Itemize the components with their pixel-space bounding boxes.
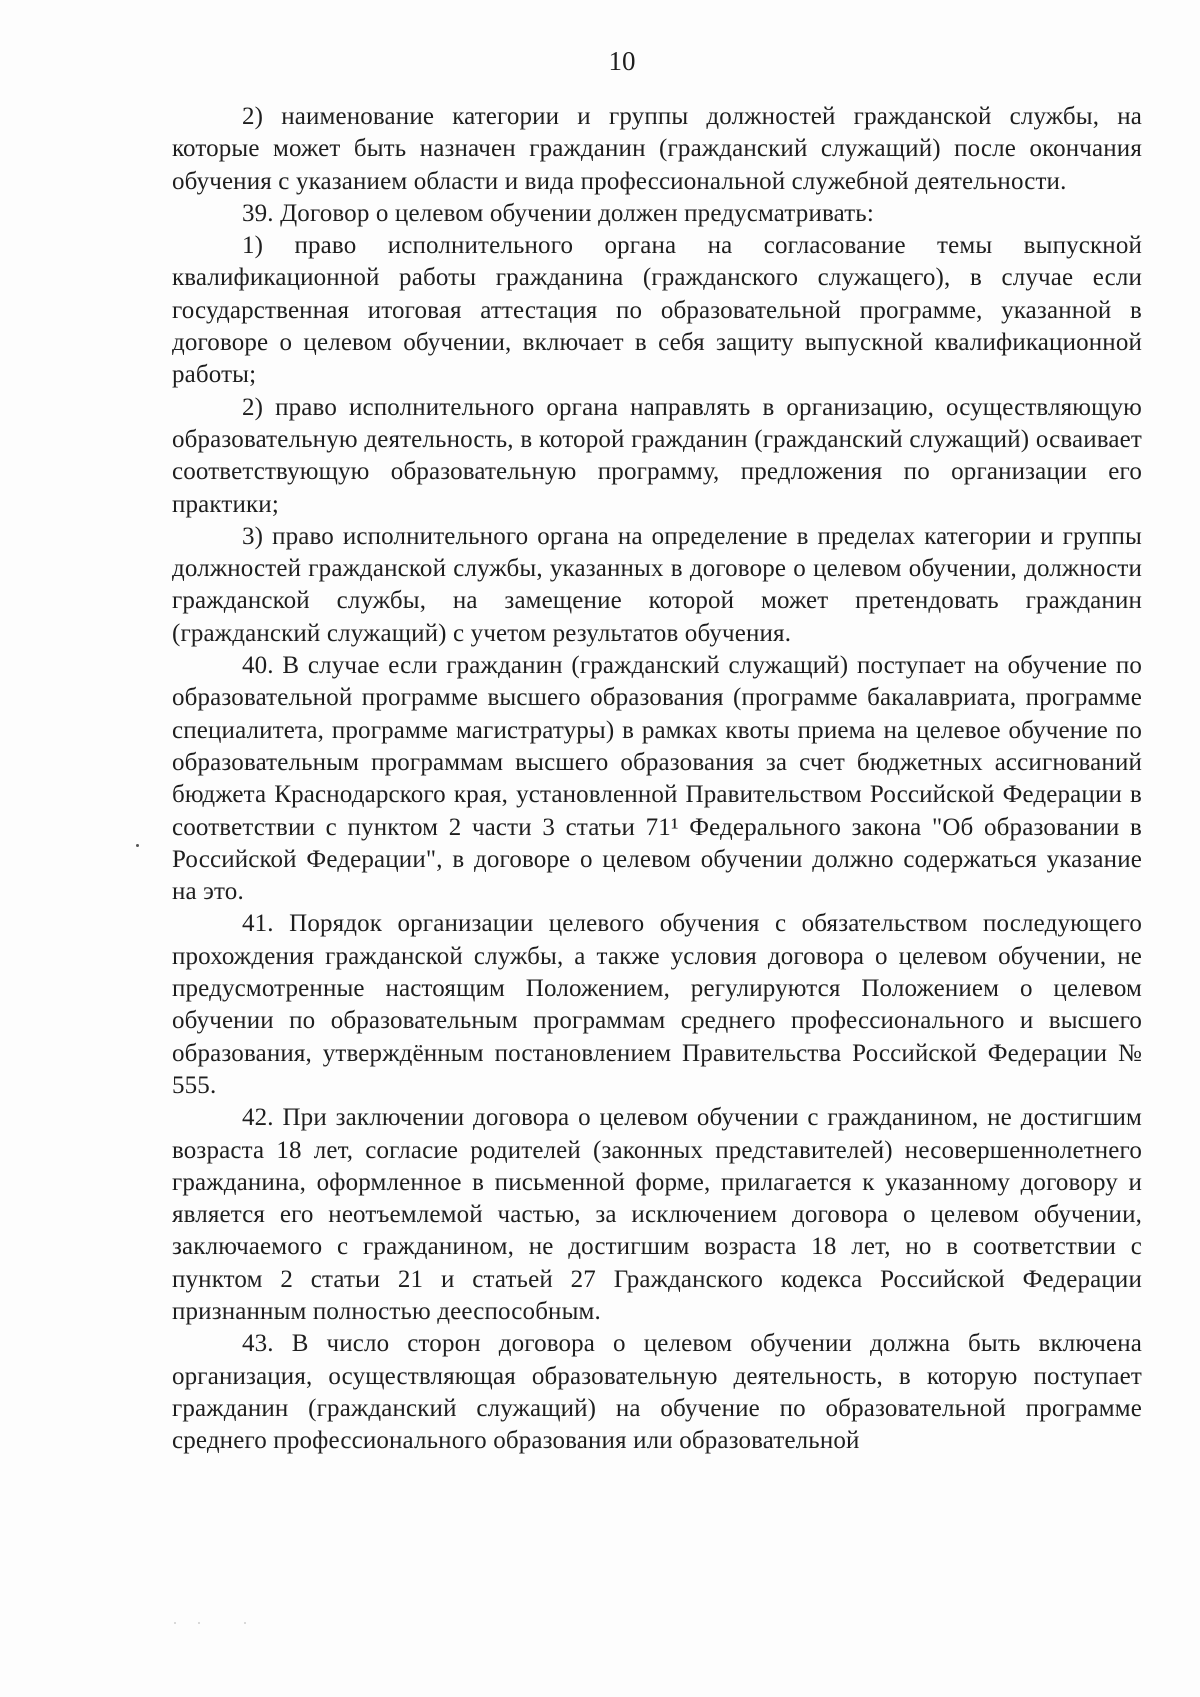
paragraph-42: 42. При заключении договора о целевом обучении с гражданином, не достигшим возраста 18 лет, согласие родителей (законных представителей) несовершеннолетнего гражданина, оформленное в письменной форме, прилагается к указанному договору и является его неотъемлемой частью, за исключением договора о целевом обучении, заключаемого с гражданином, не достигшим возраста 18 лет, но в соответствии с пунктом 2 статьи 21 и статьей 27 Гражданского кодекса Российской Федерации признанным полностью дееспособным. xyxy=(172,1104,1142,1325)
paragraph-item-2-category: 2) наименование категории и группы должностей гражданской службы, на которые может быть назначен гражданин (гражданский служащий) после окончания обучения с указанием области и вида профессиональной служебной деятельности. xyxy=(172,103,1142,195)
paragraph-39-item-1: 1) право исполнительного органа на согласование темы выпускной квалификационной работы гражданина (гражданского служащего), в случае если государственная итоговая аттестация по образовательной программе, указанной в договоре о целевом обучении, включает в себя защиту выпускной квалификационной работы; xyxy=(172,232,1142,389)
paragraph-41: 41. Порядок организации целевого обучения с обязательством последующего прохождения гражданской службы, а также условия договора о целевом обучении, не предусмотренные настоящим Положением, регулируются Положением о целевом обучении по образовательным программам среднего профессионального и высшего образования, утверждённым постановлением Правительства Российской Федерации № 555. xyxy=(172,910,1142,1099)
paragraph-39-item-3: 3) право исполнительного органа на определение в пределах категории и группы должностей гражданской службы, указанных в договоре о целевом обучении, должности гражданской службы, на замещение которой может претендовать гражданин (гражданский служащий) с учетом результатов обучения. xyxy=(172,522,1142,647)
paragraph-40: 40. В случае если гражданин (гражданский служащий) поступает на обучение по образовательной программе высшего образования (программе бакалавриата, программе специалитета, программе магистратуры) в рамках квоты приема на целевое обучение по образовательным программам высшего образования за счет бюджетных ассигнований бюджета Краснодарского края, установленной Правительством Российской Федерации в соответствии с пунктом 2 части 3 статьи 71¹ Федерального закона "Об образовании в Российской Федерации", в договоре о целевом обучении должно содержаться указание на это. xyxy=(172,652,1142,906)
paragraph-39-heading: 39. Договор о целевом обучении должен предусматривать: xyxy=(242,199,874,227)
scan-artifact-dot xyxy=(136,844,139,847)
scan-artifact-specks xyxy=(170,1620,280,1626)
paragraph-39-item-2: 2) право исполнительного органа направлять в организацию, осуществляющую образовательную деятельность, в которой гражданин (гражданский служащий) осваивает соответствующую образовательную программу, предложения по организации его практики; xyxy=(172,393,1142,518)
page-number: 10 xyxy=(608,46,636,76)
paragraph-43: 43. В число сторон договора о целевом обучении должна быть включена организация, осуществляющая образовательную деятельность, в которую поступает гражданин (гражданский служащий) на обучение по образовательной программе среднего профессионального образования или образовательной xyxy=(172,1330,1142,1455)
document-body xyxy=(172,101,1142,1457)
